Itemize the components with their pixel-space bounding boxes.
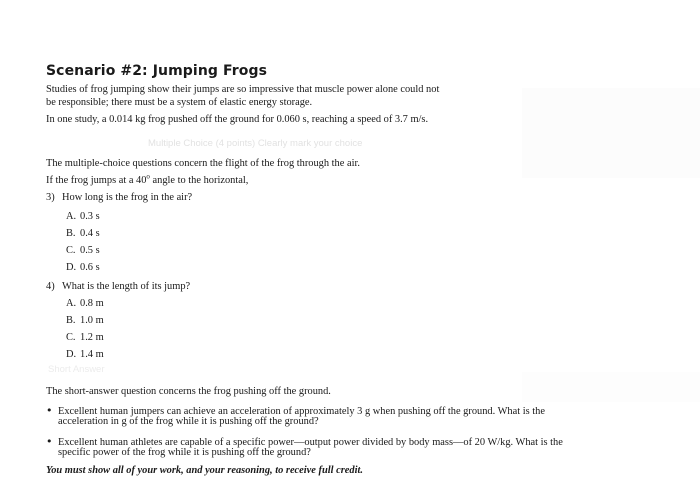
intro-line-2: be responsible; there must be a system of elastic energy storage. (46, 97, 313, 108)
page-title: Scenario #2: Jumping Frogs (46, 63, 268, 79)
short-answer-bullet-1-cont: acceleration in g of the frog while it is pushing off the ground? (58, 416, 319, 427)
question-3-option-a[interactable]: A. 0.3 s (66, 211, 100, 222)
faded-section-header-2: Short Answer (48, 364, 105, 375)
question-4-option-a[interactable]: A. 0.8 m (66, 298, 104, 309)
credit-instruction: You must show all of your work, and your reasoning, to receive full credit. (46, 465, 363, 476)
short-answer-bullet-2-cont: specific power of the frog while it is pushing off the ground? (58, 447, 311, 458)
bullet-icon: • (46, 435, 53, 448)
short-answer-bullet-1: • Excellent human jumpers can achieve an acceleration of approximately 3 g when pushing off the ground. What is the (46, 404, 545, 417)
intro-line-3: In one study, a 0.014 kg frog pushed off the ground for 0.060 s, reaching a speed of 3.7 m/s. (46, 114, 429, 125)
question-3: 3) How long is the frog in the air? (46, 192, 193, 203)
short-answer-bullet-2: • Excellent human athletes are capable of a specific power—output power divided by body mass—of 20 W/kg. What is the (46, 435, 563, 448)
mc-intro-line-1: The multiple-choice questions concern the flight of the frog through the air. (46, 158, 360, 169)
faded-margin-box (522, 88, 700, 178)
short-answer-intro: The short-answer question concerns the frog pushing off the ground. (46, 386, 331, 397)
faded-margin-box-lower (522, 372, 700, 402)
question-3-option-d[interactable]: D. 0.6 s (66, 262, 100, 273)
bullet-icon: • (46, 404, 53, 417)
intro-line-1: Studies of frog jumping show their jumps are so impressive that muscle power alone could not (46, 84, 440, 95)
question-4-option-d[interactable]: D. 1.4 m (66, 349, 104, 360)
question-3-option-c[interactable]: C. 0.5 s (66, 245, 100, 256)
mc-intro-line-2: If the frog jumps at a 40$^o$ angle to the horizontal, (46, 172, 249, 186)
question-4: 4) What is the length of its jump? (46, 281, 191, 292)
question-4-option-c[interactable]: C. 1.2 m (66, 332, 104, 343)
question-4-option-b[interactable]: B. 1.0 m (66, 315, 104, 326)
question-3-option-b[interactable]: B. 0.4 s (66, 228, 100, 239)
faded-section-header: Multiple Choice (4 points) Clearly mark your choice (148, 138, 363, 149)
